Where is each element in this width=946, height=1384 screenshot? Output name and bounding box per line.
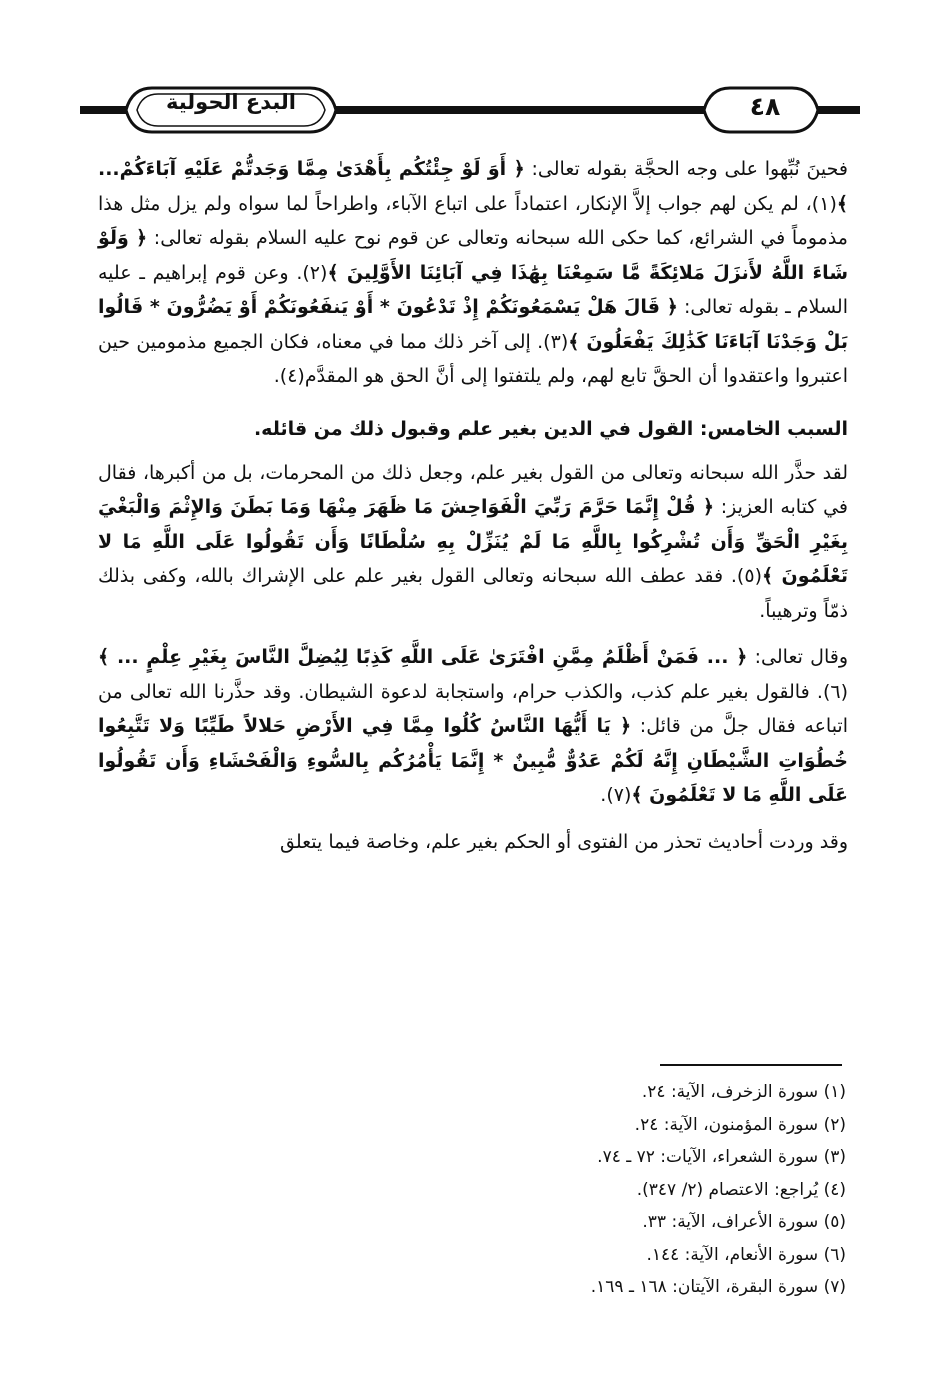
page-number: ٤٨ (749, 92, 781, 121)
footnote-3: (٣) سورة الشعراء، الآيات: ٧٢ ـ ٧٤. (597, 1147, 846, 1167)
footnote-divider (660, 1064, 842, 1066)
p1-quran-2: ﴿ وَلَوْ شَاءَ اللَّهُ لأَنزَلَ مَلائِكَةً مَّا سَمِعْنَا بِهَٰذَا فِي آبَائِنَا الأَوَّلِينَ ﴾ (98, 227, 848, 284)
p1-quran-1: ﴿ أَوَ لَوْ جِئْتُكُم بِأَهْدَىٰ مِمَّا وَجَدتُّمْ عَلَيْهِ آبَاءَكُمْ... ﴾ (98, 158, 848, 215)
paragraph-2 (98, 456, 848, 629)
p2-text-b: (٥). فقد عطف الله سبحانه وتعالى القول بغير علم على الإشراك بالله، وكفى بذلك ذمّاً وترهيباً. (98, 565, 848, 622)
p1-quran-3: ﴿ قَالَ هَلْ يَسْمَعُونَكُمْ إِذْ تَدْعُونَ * أَوْ يَنفَعُونَكُمْ أَوْ يَضُرُّونَ * قَالُوا بَلْ وَجَدْنَا آبَاءَنَا كَذَٰلِكَ يَفْعَلُونَ ﴾ (98, 296, 848, 353)
p1-text-a: فحينَ نُبِّهوا على وجه الحجَّة بقوله تعالى: (524, 158, 848, 180)
paragraph-gap (98, 813, 848, 825)
p3-quran-2: ﴿ يَا أَيُّهَا النَّاسُ كُلُوا مِمَّا فِي الأَرْضِ حَلالاً طَيِّبًا وَلا تَتَّبِعُوا خُطُوَاتِ الشَّيْطَانِ إِنَّهُ لَكُمْ عَدُوٌّ مُّبِينٌ * إِنَّمَا يَأْمُرُكُم بِالسُّوءِ وَالْفَحْشَاءِ وَأَن تَقُولُوا عَلَى اللَّهِ مَا لا تَعْلَمُونَ ﴾ (98, 715, 848, 806)
running-title: البدع الحولية (165, 90, 297, 114)
paragraph-1 (98, 152, 848, 394)
p1-text-c: (٢). وعن قوم إبراهيم ـ عليه السلام ـ بقوله تعالى: (98, 261, 848, 318)
p1-text-d: (٣). إلى آخر ذلك مما في معناه، فكان الجميع مذمومين حين اعتبروا واعتقدوا أن الحقَّ تابع لهم، ولم يلتفتوا إلى أنَّ الحق هو المقدَّم(٤). (98, 330, 848, 387)
page-header (80, 78, 860, 142)
p3-text-b: (٦). فالقول بغير علم كذب، والكذب حرام، واستجابة لدعوة الشيطان. وقد حذَّرنا الله تعالى من اتباعه فقال جلَّ من قائل: (98, 680, 849, 737)
footnote-5: (٥) سورة الأعراف، الآية: ٣٣. (642, 1212, 846, 1232)
paragraph-3 (98, 640, 848, 813)
footnote-6: (٦) سورة الأنعام، الآية: ١٤٤. (646, 1244, 846, 1265)
p1-text-b: (١)، لم يكن لهم جواب إلاَّ الإنكار، اعتماداً على اتباع الآباء، واطراحاً لما سواه ولم يزل مثل هذا مذموماً في الشرائع، كما حكى الله سبحانه وتعالى عن قوم نوح عليه السلام بقوله تعالى: (98, 192, 848, 249)
paragraph-gap (98, 628, 848, 640)
paragraph-4: وقد وردت أحاديث تحذر من الفتوى أو الحكم بغير علم، وخاصة فيما يتعلق (279, 830, 848, 853)
p3-text-c: (٧). (600, 784, 632, 806)
footnote-2: (٢) سورة المؤمنون، الآية: ٢٤. (634, 1114, 846, 1135)
footnote-1: (١) سورة الزخرف، الآية: ٢٤. (641, 1082, 846, 1102)
p3-text-a: وقال تعالى: (747, 646, 849, 668)
footnotes (246, 1076, 846, 1304)
section-heading: السبب الخامس: القول في الدين بغير علم وقبول ذلك من قائله. (253, 417, 848, 440)
p3-quran-1: ﴿ ... فَمَنْ أَظْلَمُ مِمَّنِ افْتَرَىٰ عَلَى اللَّهِ كَذِبًا لِيُضِلَّ النَّاسَ بِغَيْرِ عِلْمٍ ... ﴾ (98, 646, 748, 668)
p2-text-a: لقد حذَّر الله سبحانه وتعالى من القول بغير علم، وجعل ذلك من المحرمات، بل من أكبرها، فقال في كتابه العزيز: (98, 461, 848, 518)
footnote-7: (٧) سورة البقرة، الآيتان: ١٦٨ ـ ١٦٩. (590, 1277, 846, 1297)
footnote-4: (٤) يُراجع: الاعتصام (٢/ ٣٤٧). (636, 1179, 846, 1200)
header-ornament (80, 78, 860, 142)
p2-quran: ﴿ قُلْ إِنَّمَا حَرَّمَ رَبِّيَ الْفَوَاحِشَ مَا ظَهَرَ مِنْهَا وَمَا بَطَنَ وَالإِثْمَ وَالْبَغْيَ بِغَيْرِ الْحَقِّ وَأَن تُشْرِكُوا بِاللَّهِ مَا لَمْ يُنَزِّلْ بِهِ سُلْطَانًا وَأَن تَقُولُوا عَلَى اللَّهِ مَا لا تَعْلَمُونَ ﴾ (98, 496, 848, 587)
page-body (98, 152, 848, 859)
